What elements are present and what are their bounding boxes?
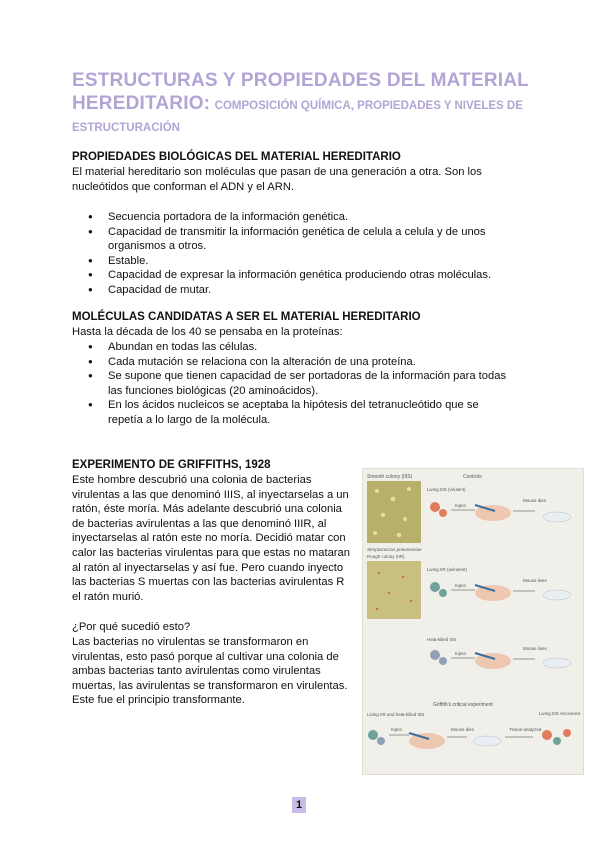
result-label: Living IIIS recovered [539, 711, 581, 716]
griffith-explanation: Las bacterias no virulentas se transformaron en virulentas, esto pasó porque al cultivar una colonia de ambas bacterias tanto avirulentas como virulentas muertas, las avirulentas se transformaron en virulentas. Este fue el principio transformante. [72, 636, 348, 707]
section2-heading: MOLÉCULAS CANDIDATAS A SER EL MATERIAL HEREDITARIO [72, 311, 421, 323]
document-title [72, 70, 532, 138]
page-number: 1 [292, 797, 306, 813]
mouse-icon [543, 512, 571, 522]
avirulent-cell [430, 582, 440, 592]
controls-label: Controls [463, 474, 482, 480]
avirulent-cell [439, 589, 447, 597]
avirulent-cell [368, 730, 378, 740]
list-item: ● Secuencia portadora de la información genética. [72, 210, 512, 225]
list-item: ● En los ácidos nucleicos se aceptaba la hipótesis del tetranucleótido que se repetía a lo largo de la molécula. [72, 398, 512, 427]
inject-label: Inject [455, 651, 466, 656]
mouse-icon [543, 658, 571, 668]
critical-experiment-label: Griffith's critical experiment [433, 702, 493, 708]
heat-killed-cell [439, 657, 447, 665]
tissue-label: Tissue analyzed [509, 727, 542, 732]
row1-cells-label: Living IIIS (virulent) [427, 487, 466, 492]
section3-heading: EXPERIMENTO DE GRIFFITHS, 1928 [72, 459, 271, 471]
rough-colony-label: Rough colony (IIR) [367, 554, 405, 559]
row4-cells-label: Living IIR and heat-killed IIIS [367, 712, 425, 717]
section1-intro: El material hereditario son moléculas que pasan de una generación a otra. Son los nucleótidos que conforman el ADN y el ARN. [72, 166, 482, 193]
species-label: Streptococcus pneumoniae [367, 547, 422, 552]
list-item: ● Capacidad de expresar la información genética produciendo otras moléculas. [72, 268, 512, 283]
title-main: ESTRUCTURAS Y PROPIEDADES DEL MATERIAL HEREDITARIO: [72, 70, 529, 114]
section2-intro: Hasta la década de los 40 se pensaba en la proteínas: [72, 326, 343, 338]
list-item: ● Capacidad de transmitir la información genética de celula a celula y de unos organismos a otros. [72, 225, 512, 254]
recovered-virulent-cell [542, 730, 552, 740]
griffith-experiment-figure [362, 468, 584, 775]
avirulent-cell [553, 737, 561, 745]
mouse-dies-label: Mouse dies [451, 727, 475, 732]
virulent-cell [439, 509, 447, 517]
list-item: ● Capacidad de mutar. [72, 283, 512, 298]
heat-killed-cell [430, 650, 440, 660]
mouse-icon [473, 736, 501, 746]
mouse-lives-label: Mouse lives [523, 578, 547, 583]
title-sub: COMPOSICIÓN QUÍMICA, PROPIEDADES Y NIVELES DE ESTRUCTURACIÓN [72, 100, 523, 134]
mouse-icon [543, 590, 571, 600]
virulent-cell [430, 502, 440, 512]
list-item: ● Se supone que tienen capacidad de ser portadoras de la información para todas las funciones biológicas (20 aminoácidos). [72, 369, 512, 398]
rough-colony-photo [367, 561, 421, 619]
smooth-colony-label: Smooth colony (IIIS) [367, 474, 413, 480]
inject-label: Inject [391, 727, 402, 732]
list-item: ● Abundan en todas las células. [72, 340, 512, 355]
section2-bullet-list [72, 340, 512, 428]
griffith-paragraph: Este hombre descubrió una colonia de bacterias virulentas a las que denominó IIIS, al inyectarselas a un ratón, éste moría. Más adelante descubrió una colonia de bacterias avirulentas a las que denominó IIIR, al inyectarselas al ratón este no moría. Decidió matar con calor las bacterias virulentas para que estas no mataran al ratón al inyectarselas y así fue. Pero cuando inyecto las bacterias S muertas con las bacterias avirulentas R el ratón murió. [72, 474, 350, 603]
list-item: ● Estable. [72, 254, 512, 269]
section1-heading: PROPIEDADES BIOLÓGICAS DEL MATERIAL HEREDITARIO [72, 151, 401, 163]
inject-label: Inject [455, 503, 466, 508]
mouse-dies-label: Mouse dies [523, 498, 547, 503]
mouse-lives-label: Mouse lives [523, 646, 547, 651]
row2-cells-label: Living IIR (avirulent) [427, 567, 468, 572]
section1-bullet-list [72, 210, 512, 298]
heat-killed-cell [377, 737, 385, 745]
list-item: ● Cada mutación se relaciona con la alteración de una proteína. [72, 355, 512, 370]
griffith-question: ¿Por qué sucedió esto? [72, 621, 191, 633]
figure-illustration [363, 469, 583, 774]
row3-cells-label: Heat-killed IIIS [427, 637, 457, 642]
inject-label: Inject [455, 583, 466, 588]
recovered-virulent-cell [563, 729, 571, 737]
